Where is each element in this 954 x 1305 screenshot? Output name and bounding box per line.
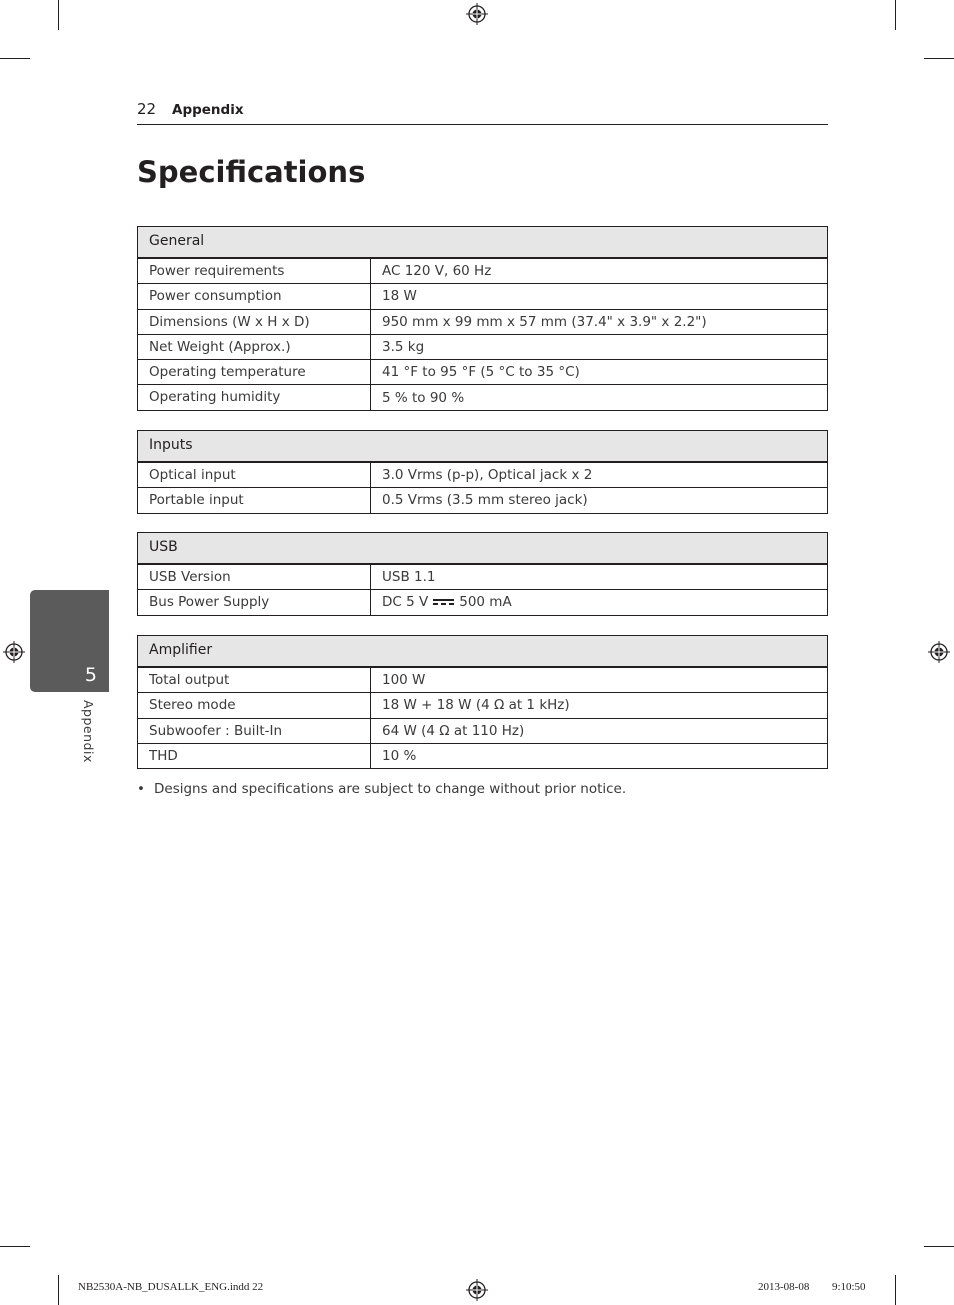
spec-value: AC 120 V, 60 Hz	[382, 263, 492, 280]
spec-value: 3.5 kg	[382, 339, 425, 356]
spec-value-suffix: 500 mA	[459, 594, 512, 611]
spec-table-heading: Inputs	[138, 431, 827, 462]
table-row	[138, 743, 827, 768]
chapter-label-text: Appendix	[81, 700, 96, 763]
table-row	[138, 258, 827, 283]
spec-label: Stereo mode	[138, 693, 371, 717]
table-row	[138, 309, 827, 334]
spec-value: USB 1.1	[382, 569, 436, 586]
registration-mark-icon	[466, 1279, 488, 1301]
table-row	[138, 384, 827, 409]
crop-mark	[895, 1275, 896, 1305]
spec-value: 64 W (4 Ω at 110 Hz)	[382, 722, 525, 739]
spec-value: 5 % to 90 %	[382, 389, 465, 406]
spec-value: 18 W + 18 W (4 Ω at 1 kHz)	[382, 697, 570, 714]
spec-table-usb	[137, 532, 828, 616]
crop-mark	[0, 58, 30, 59]
spec-label: Bus Power Supply	[138, 590, 371, 614]
table-row	[138, 359, 827, 384]
spec-table-amplifier	[137, 635, 828, 769]
spec-label: Net Weight (Approx.)	[138, 335, 371, 359]
crop-mark	[924, 58, 954, 59]
chapter-tab-label	[80, 700, 100, 770]
page-number: 22	[137, 100, 157, 118]
crop-mark	[58, 1275, 59, 1305]
table-row	[138, 667, 827, 692]
crop-mark	[924, 1246, 954, 1247]
table-row	[138, 564, 827, 589]
table-row	[138, 462, 827, 487]
spec-label: Dimensions (W x H x D)	[138, 310, 371, 334]
spec-table-heading: USB	[138, 533, 827, 564]
chapter-tab	[30, 590, 109, 692]
spec-value	[371, 590, 827, 614]
bullet-icon: •	[137, 781, 145, 797]
table-row	[138, 718, 827, 743]
spec-label: Portable input	[138, 488, 371, 512]
spec-label: Operating humidity	[138, 385, 371, 409]
spec-value-prefix: DC 5 V	[382, 594, 429, 611]
page-title: Specifications	[137, 155, 366, 189]
print-slug-date: 2013-08-08 ￿￿ 9:10:50	[758, 1281, 866, 1293]
table-row	[138, 487, 827, 512]
table-row	[138, 692, 827, 717]
spec-value: 3.0 Vrms (p-p), Optical jack x 2	[382, 467, 593, 484]
spec-table-inputs	[137, 430, 828, 514]
section-name: Appendix	[172, 102, 244, 118]
spec-label: Power consumption	[138, 284, 371, 308]
spec-value: 41 °F to 95 °F (5 °C to 35 °C)	[382, 364, 580, 381]
spec-label: Total output	[138, 668, 371, 692]
direct-current-icon	[433, 598, 454, 607]
spec-value: 18 W	[382, 288, 417, 305]
crop-mark	[58, 0, 59, 30]
footnote-text: Designs and specifications are subject to change without prior notice.	[154, 781, 627, 797]
spec-label: Power requirements	[138, 259, 371, 283]
spec-value: 0.5 Vrms (3.5 mm stereo jack)	[382, 492, 588, 509]
spec-label: Subwoofer : Built-In	[138, 719, 371, 743]
spec-value: 100 W	[382, 672, 426, 689]
spec-table-general	[137, 226, 828, 411]
spec-value: 10 %	[382, 748, 417, 765]
spec-value: 950 mm x 99 mm x 57 mm (37.4" x 3.9" x 2.2")	[382, 313, 707, 330]
spec-label: USB Version	[138, 565, 371, 589]
spec-table-heading: General	[138, 227, 827, 258]
spec-label: Optical input	[138, 463, 371, 487]
registration-mark-icon	[466, 3, 488, 25]
table-row	[138, 283, 827, 308]
running-header	[137, 99, 828, 125]
table-row	[138, 589, 827, 614]
registration-mark-icon	[3, 641, 25, 663]
spec-label: Operating temperature	[138, 360, 371, 384]
crop-mark	[0, 1246, 30, 1247]
table-row	[138, 334, 827, 359]
spec-label: THD	[138, 744, 371, 768]
crop-mark	[895, 0, 896, 30]
chapter-number: 5	[84, 664, 97, 686]
print-slug-file: NB2530A-NB_DUSALLK_ENG.indd 22	[78, 1281, 264, 1293]
registration-mark-icon	[928, 641, 950, 663]
footnote	[137, 781, 626, 797]
spec-table-heading: Amplifier	[138, 636, 827, 667]
